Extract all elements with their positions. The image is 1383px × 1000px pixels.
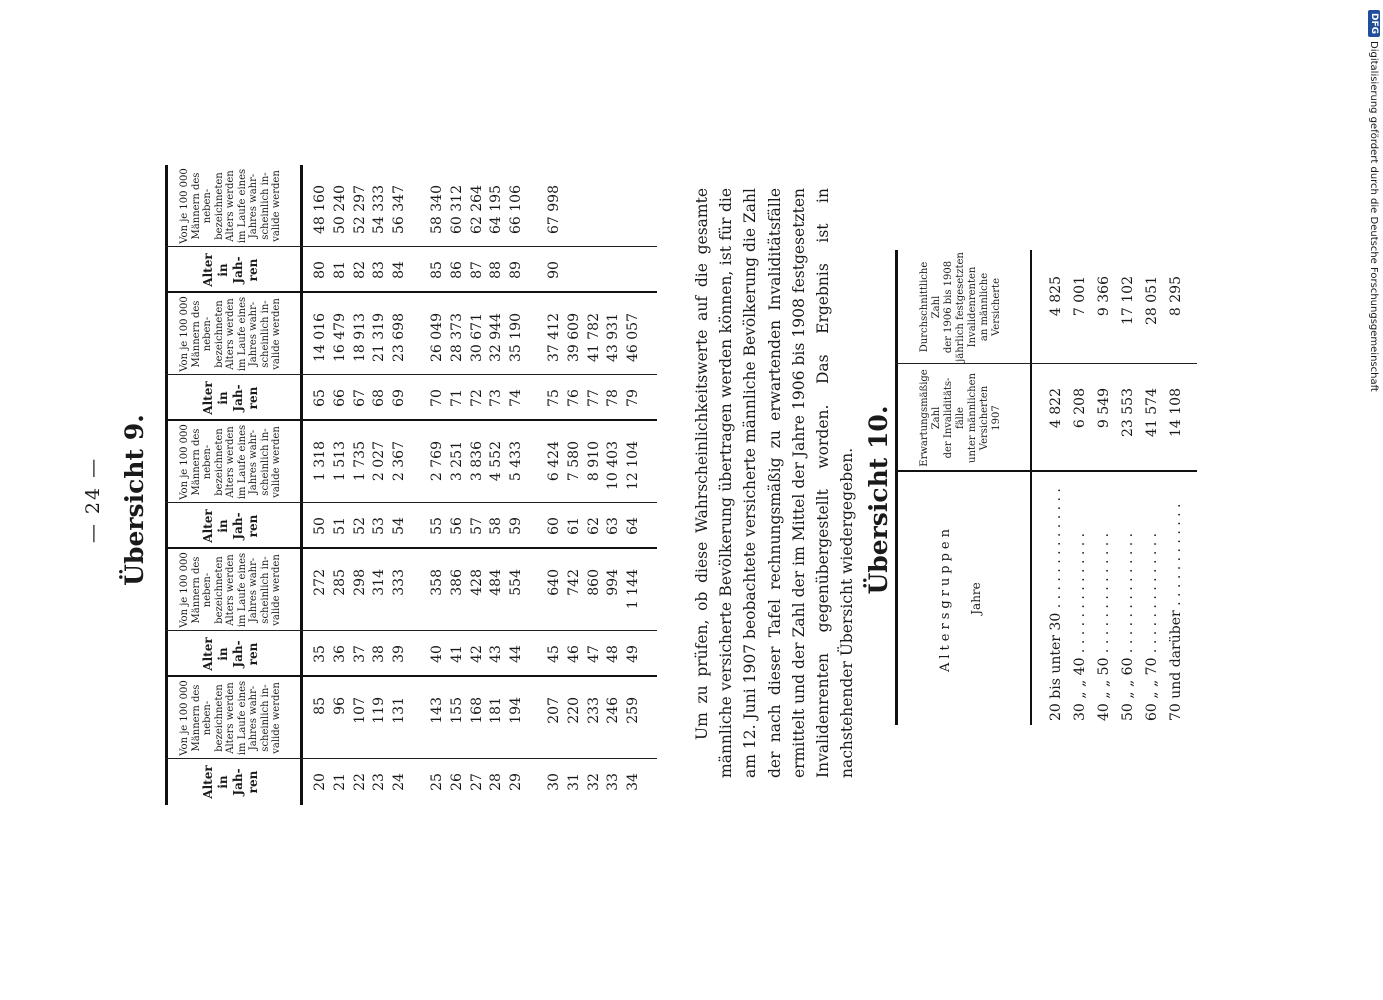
table9-value-cell: 5 433 xyxy=(508,441,525,482)
table9-value-cell: 26 049 xyxy=(429,313,445,362)
table9-age-cell: 81 xyxy=(331,261,348,279)
table10-expected-cell: 4 822 xyxy=(1048,388,1064,429)
table9-value-cell: 14 016 xyxy=(312,313,328,362)
table10-header-average-line: jährlich festgesetzten xyxy=(955,252,966,362)
table10-average-cell: 7 001 xyxy=(1072,276,1088,317)
table9-age-cell: 63 xyxy=(605,517,622,535)
table9-value-cell: 554 xyxy=(508,569,525,596)
table9-age-cell: 53 xyxy=(371,517,388,535)
table9-header-age xyxy=(165,631,297,677)
table9-age-cell: 84 xyxy=(391,261,408,279)
table9-header-value-line: im Laufe eines xyxy=(236,680,248,756)
table10-header-expected-line: der Invaliditäts- xyxy=(943,377,954,459)
table9-header-value-line: Männern des xyxy=(190,556,202,624)
table9-group-divider xyxy=(165,547,657,549)
table9-header-age-line: in xyxy=(216,391,230,405)
table10-header-expected-line: Zahl xyxy=(931,406,942,430)
table9-header-age-line: ren xyxy=(246,514,260,538)
table9-header-value-line: Von je 100 000 xyxy=(179,680,191,756)
table9-age-cell: 25 xyxy=(429,773,445,791)
table9-age-cell: 87 xyxy=(468,261,485,279)
table9-value-cell: 30 671 xyxy=(468,313,485,362)
table9-header-value-line: neben- xyxy=(202,572,214,608)
table9-age-cell: 68 xyxy=(371,389,388,407)
table10-header-group-sub: Jahre xyxy=(969,582,983,615)
table9-header-value-line: Alters werden xyxy=(225,426,237,498)
table10-header-group-label: Altersgruppen xyxy=(938,525,953,672)
table9-header-age-line: in xyxy=(216,775,230,789)
table9-value-cell: 6 424 xyxy=(546,441,562,482)
table9-age-cell: 59 xyxy=(508,517,525,535)
table9-age-cell: 50 xyxy=(312,517,328,535)
table9-header-value-line: Männern des xyxy=(190,172,202,240)
table9-header-value-line: neben- xyxy=(202,188,214,224)
table9-age-cell: 75 xyxy=(546,389,562,407)
table10-expected-cell: 9 549 xyxy=(1096,388,1112,429)
digitization-credit xyxy=(1363,10,1383,390)
table9-age-cell: 74 xyxy=(508,389,525,407)
table9-value-cell: 60 312 xyxy=(448,185,465,234)
table9-value-cell xyxy=(585,185,603,247)
table9-value-cell: 48 160 xyxy=(312,185,328,234)
table9-age-cell: 34 xyxy=(625,773,642,791)
table9-age-cell: 27 xyxy=(468,773,485,791)
table9-age-cell: 47 xyxy=(585,645,602,663)
table9-value-cell: 233 xyxy=(585,697,602,724)
table9-header-age-line: ren xyxy=(246,770,260,794)
table9-value-cell: 39 609 xyxy=(565,313,582,362)
table9-age-cell: 67 xyxy=(351,389,368,407)
table9-header-age xyxy=(165,503,297,549)
table9-header-age-line: ren xyxy=(246,386,260,410)
table9-header-age-line: in xyxy=(216,519,230,533)
table10-group-cell: 50 „ „ 60 . . . . . . . . . . . . . . xyxy=(1120,532,1136,721)
table9-age-cell: 61 xyxy=(565,517,582,535)
table9-header-age-line: Alter xyxy=(201,509,215,543)
table9-value-cell: 32 944 xyxy=(488,313,505,362)
table9-value-cell: 358 xyxy=(429,569,445,596)
table9-value-cell: 207 xyxy=(546,697,562,724)
table9-value-cell: 50 240 xyxy=(331,185,348,234)
table9-header-age-line: Jah- xyxy=(231,768,245,796)
table9-value-cell: 23 698 xyxy=(391,313,408,362)
table9-age-cell: 79 xyxy=(625,389,642,407)
table9-header-value xyxy=(165,293,297,375)
table9-value-cell: 12 104 xyxy=(625,441,642,490)
table9-value-cell: 28 373 xyxy=(448,313,465,362)
table9-column-divider xyxy=(165,374,657,375)
table10-header-average-line: Invalidenrenten xyxy=(967,266,978,348)
table9-value-cell: 2 027 xyxy=(371,441,388,482)
table9-header-value-line: Von je 100 000 xyxy=(179,296,191,372)
table10-header-expected-line: unter männlichen xyxy=(967,373,978,463)
table9-age-cell: 44 xyxy=(508,645,525,663)
table9-value-cell: 994 xyxy=(605,569,622,596)
table9-header-value-line: neben- xyxy=(202,700,214,736)
table9-header-value-line: bezeichneten xyxy=(213,684,225,752)
table10-group-cell: 30 „ „ 40 . . . . . . . . . . . . . . xyxy=(1072,532,1088,721)
table9-value-cell: 35 190 xyxy=(508,313,525,362)
table9-header-value-line: valide werden xyxy=(271,682,283,754)
table9-age-cell: 72 xyxy=(468,389,485,407)
table9-value-cell: 314 xyxy=(371,569,388,596)
table9-value-cell: 96 xyxy=(331,697,348,715)
table9-age-cell: 28 xyxy=(488,773,505,791)
table9-value-cell: 181 xyxy=(488,697,505,724)
table9-header-value xyxy=(165,549,297,631)
table10-average-cell: 17 102 xyxy=(1120,276,1136,325)
table9-value-cell: 131 xyxy=(391,697,408,724)
table9-age-cell: 73 xyxy=(488,389,505,407)
table9-value-cell: 2 367 xyxy=(391,441,408,482)
table9-age-cell: 45 xyxy=(546,645,562,663)
table10-header-group xyxy=(895,472,1027,725)
table9-header-age xyxy=(165,375,297,421)
table9-value-cell: 64 195 xyxy=(488,185,505,234)
table9-value-cell: 56 347 xyxy=(391,185,408,234)
table9-age-cell: 77 xyxy=(585,389,602,407)
table9-age-cell: 64 xyxy=(625,517,642,535)
table9-age-cell: 60 xyxy=(546,517,562,535)
table10-header-average-line: Zahl xyxy=(931,295,942,319)
table9-column-divider xyxy=(165,502,657,503)
table9-age-cell xyxy=(585,247,603,293)
table9-age-cell: 26 xyxy=(448,773,465,791)
table9-header-age-line: ren xyxy=(246,642,260,666)
table9-age-cell: 33 xyxy=(605,773,622,791)
table9-value-cell: 285 xyxy=(331,569,348,596)
table9-header-value-line: Von je 100 000 xyxy=(179,168,191,244)
table9-value-cell: 119 xyxy=(371,697,388,724)
table9-age-cell: 58 xyxy=(488,517,505,535)
table9-header-age-line: Jah- xyxy=(231,640,245,668)
table9-value-cell: 386 xyxy=(448,569,465,596)
table9-header-value-line: bezeichneten xyxy=(213,172,225,240)
table9-age-cell: 57 xyxy=(468,517,485,535)
table9-value-cell: 194 xyxy=(508,697,525,724)
table9-header-age xyxy=(165,247,297,293)
table9-column-divider xyxy=(165,630,657,631)
table9-age-cell: 82 xyxy=(351,261,368,279)
table10-group-cell: 20 bis unter 30 . . . . . . . . . . . . . . xyxy=(1048,488,1064,721)
table9-value-cell xyxy=(624,185,642,247)
table9-value-cell: 3 251 xyxy=(448,441,465,482)
table9-header-value-line: Alters werden xyxy=(225,170,237,242)
table9-age-cell: 32 xyxy=(585,773,602,791)
table9-age-cell: 20 xyxy=(312,773,328,791)
table9-header-value-line: neben- xyxy=(202,316,214,352)
table9-value-cell: 1 318 xyxy=(312,441,328,482)
table9-age-cell: 52 xyxy=(351,517,368,535)
table9-header-value-line: Alters werden xyxy=(225,298,237,370)
table9-value-cell xyxy=(565,185,583,247)
table9-age-cell: 86 xyxy=(448,261,465,279)
table9-header-value-line: Alters werden xyxy=(225,682,237,754)
table10-expected-cell: 14 108 xyxy=(1168,388,1184,437)
table9-group-divider xyxy=(165,291,657,293)
table10-expected-cell: 41 574 xyxy=(1144,388,1160,437)
table9-header-value-line: Alters werden xyxy=(225,554,237,626)
table10-header-average xyxy=(895,250,1027,364)
table9-group-divider xyxy=(165,419,657,421)
table9-value-cell: 298 xyxy=(351,569,368,596)
table9-age-cell: 88 xyxy=(488,261,505,279)
table9-value-cell: 58 340 xyxy=(429,185,445,234)
table9-age-cell: 41 xyxy=(448,645,465,663)
table9-header-value-line: Von je 100 000 xyxy=(179,552,191,628)
table9-header-value-line: Männern des xyxy=(190,300,202,368)
table9-age-cell xyxy=(565,247,583,293)
table10-average-cell: 4 825 xyxy=(1048,276,1064,317)
table9-age-cell: 39 xyxy=(391,645,408,663)
table9-age-cell: 37 xyxy=(351,645,368,663)
table9-header-value-line: Jahres wahr- xyxy=(248,173,260,239)
table9-age-cell: 71 xyxy=(448,389,465,407)
table9-value-cell: 37 412 xyxy=(546,313,562,362)
table9-header-age-line: Alter xyxy=(201,381,215,415)
table9-value-cell: 3 836 xyxy=(468,441,485,482)
table9-value-cell: 860 xyxy=(585,569,602,596)
table9-value-cell: 4 552 xyxy=(488,441,505,482)
table9-value-cell: 10 403 xyxy=(605,441,622,490)
table10-header-expected-line: fälle xyxy=(955,407,966,429)
table9-header-age-line: Alter xyxy=(201,765,215,799)
table9-header-value-line: scheinlich in- xyxy=(259,428,271,496)
page-number: — 24 — xyxy=(82,456,104,544)
table9-age-cell: 30 xyxy=(546,773,562,791)
table9-header-value-line: bezeichneten xyxy=(213,428,225,496)
table9-column-divider xyxy=(165,246,657,247)
table9-header-age-line: Alter xyxy=(201,637,215,671)
table10-title: Übersicht 10. xyxy=(864,405,893,595)
table9-header-value-line: Jahres wahr- xyxy=(248,301,260,367)
table10-expected-cell: 23 553 xyxy=(1120,388,1136,437)
table9-header-age-line: ren xyxy=(246,258,260,282)
table9-group-divider xyxy=(165,675,657,677)
table9-value-cell: 107 xyxy=(351,697,368,724)
table9-value-cell: 143 xyxy=(429,697,445,724)
table9-age-cell: 40 xyxy=(429,645,445,663)
table9-header-age-line: in xyxy=(216,263,230,277)
table9-header-value-line: valide werden xyxy=(271,298,283,370)
table9-age-cell: 48 xyxy=(605,645,622,663)
table9-value-cell: 1 513 xyxy=(331,441,348,482)
table10-header-average-line: Durchschnittliche xyxy=(919,261,930,353)
body-paragraph: Um zu prüfen, ob diese Wahrscheinlichkeitswerte auf die gesamte männliche versicherte Bevölkerung übertragen werden können, ist für die am 12. Juni 1907 beobachtete versicherte männliche Bevölkerung die Zahl der nach dieser Tafel rechnungsmäßig zu erwartenden Invaliditätsfälle ermittelt und der Zahl der im Mittel der Jahre 1906 bis 1908 festgesetzten Invalidenrenten gegenübergestellt worden. Das Ergebnis ist in nachstehender Übersicht wiedergegeben. xyxy=(693,188,857,778)
table10-header-expected-line: Versicherten xyxy=(979,385,990,451)
table9-value-cell: 18 913 xyxy=(351,313,368,362)
table9-value-cell: 54 333 xyxy=(371,185,388,234)
table9-header-value-line: scheinlich in- xyxy=(259,684,271,752)
table9-age-cell: 89 xyxy=(508,261,525,279)
table10-header-expected-line: Erwartungsmäßige xyxy=(919,369,930,467)
table9 xyxy=(165,165,657,805)
table9-header-value-line: Jahres wahr- xyxy=(248,429,260,495)
table10-header-average-line: an männliche xyxy=(979,272,990,342)
table9-age-cell: 65 xyxy=(312,389,328,407)
table9-age-cell: 66 xyxy=(331,389,348,407)
table9-header-age-line: Jah- xyxy=(231,512,245,540)
table9-header-value-line: scheinlich in- xyxy=(259,300,271,368)
table9-header-value xyxy=(165,677,297,759)
table9-header-value-line: scheinlich in- xyxy=(259,556,271,624)
table10-group-cell: 60 „ „ 70 . . . . . . . . . . . . . . xyxy=(1144,532,1160,721)
table9-title: Übersicht 9. xyxy=(120,414,149,586)
table9-header-value-line: Männern des xyxy=(190,684,202,752)
table9-value-cell: 46 057 xyxy=(625,313,642,362)
table9-value-cell: 62 264 xyxy=(468,185,485,234)
table9-age-cell: 38 xyxy=(371,645,388,663)
table9-age-cell: 62 xyxy=(585,517,602,535)
table9-age-cell: 70 xyxy=(429,389,445,407)
table9-header-value-line: Von je 100 000 xyxy=(179,424,191,500)
table9-age-cell: 54 xyxy=(391,517,408,535)
table10-group-cell: 40 „ „ 50 . . . . . . . . . . . . . . xyxy=(1096,532,1112,721)
table9-age-cell: 31 xyxy=(565,773,582,791)
table10-expected-cell: 6 208 xyxy=(1072,388,1088,429)
table9-age-cell xyxy=(624,247,642,293)
table9-header-value-line: scheinlich in- xyxy=(259,172,271,240)
table9-value-cell: 155 xyxy=(448,697,465,724)
table9-header-value-line: im Laufe eines xyxy=(236,296,248,372)
table9-header-age-line: Alter xyxy=(201,253,215,287)
table9-value-cell: 246 xyxy=(605,697,622,724)
table9-value-cell: 41 782 xyxy=(585,313,602,362)
table9-value-cell: 52 297 xyxy=(351,185,368,234)
table9-age-cell: 51 xyxy=(331,517,348,535)
credit-text: Digitalisierung gefördert durch die Deutsche Forschungsgemeinschaft xyxy=(1368,41,1380,392)
table9-value-cell: 66 106 xyxy=(508,185,525,234)
table9-age-cell: 78 xyxy=(605,389,622,407)
table9-column-divider xyxy=(165,758,657,759)
table9-age-cell: 35 xyxy=(312,645,328,663)
table9-header-value-line: valide werden xyxy=(271,426,283,498)
table9-age-cell: 43 xyxy=(488,645,505,663)
table10-average-cell: 9 366 xyxy=(1096,276,1112,317)
table10-group-cell: 70 und darüber . . . . . . . . . . . . xyxy=(1168,503,1184,721)
table9-age-cell: 85 xyxy=(429,261,445,279)
table9-value-cell: 333 xyxy=(391,569,408,596)
table9-value-cell: 168 xyxy=(468,697,485,724)
table9-age-cell: 55 xyxy=(429,517,445,535)
table9-header-value-line: neben- xyxy=(202,444,214,480)
table9-age-cell: 21 xyxy=(331,773,348,791)
table9-header-age xyxy=(165,759,297,805)
table9-header-value-line: valide werden xyxy=(271,170,283,242)
table9-header-value-line: Jahres wahr- xyxy=(248,685,260,751)
table9-header-value xyxy=(165,165,297,247)
table9-value-cell: 7 580 xyxy=(565,441,582,482)
table9-value-cell: 67 998 xyxy=(546,185,562,234)
table9-header-value xyxy=(165,421,297,503)
table9-age-cell: 49 xyxy=(625,645,642,663)
table9-value-cell: 43 931 xyxy=(605,313,622,362)
table9-age-cell: 29 xyxy=(508,773,525,791)
table10 xyxy=(895,250,1197,725)
table10-average-cell: 8 295 xyxy=(1168,276,1184,317)
table9-header-value-line: Männern des xyxy=(190,428,202,496)
table9-header-value-line: im Laufe eines xyxy=(236,424,248,500)
table9-value-cell: 21 319 xyxy=(371,313,388,362)
table9-header-value-line: im Laufe eines xyxy=(236,552,248,628)
table9-value-cell: 2 769 xyxy=(429,441,445,482)
table9-value-cell: 8 910 xyxy=(585,441,602,482)
table9-age-cell: 23 xyxy=(371,773,388,791)
table9-value-cell: 742 xyxy=(565,569,582,596)
table9-value-cell: 16 479 xyxy=(331,313,348,362)
table9-header-value-line: im Laufe eines xyxy=(236,168,248,244)
table9-value-cell xyxy=(604,185,622,247)
table9-value-cell: 640 xyxy=(546,569,562,596)
table10-average-cell: 28 051 xyxy=(1144,276,1160,325)
table9-value-cell: 428 xyxy=(468,569,485,596)
table9-header-value-line: valide werden xyxy=(271,554,283,626)
table9-age-cell: 36 xyxy=(331,645,348,663)
table9-age-cell: 76 xyxy=(565,389,582,407)
table10-header-expected-line: 1907 xyxy=(991,405,1002,431)
table9-age-cell: 90 xyxy=(546,261,562,279)
dfg-logo: DFG xyxy=(1368,10,1380,37)
table9-value-cell: 1 144 xyxy=(625,569,642,610)
table9-header-value-line: bezeichneten xyxy=(213,300,225,368)
table9-age-cell: 69 xyxy=(391,389,408,407)
table10-header-average-line: Versicherte xyxy=(991,278,1002,337)
table9-age-cell: 83 xyxy=(371,261,388,279)
table9-value-cell: 85 xyxy=(312,697,328,715)
table9-header-value-line: Jahres wahr- xyxy=(248,557,260,623)
table9-value-cell: 220 xyxy=(565,697,582,724)
table9-age-cell xyxy=(604,247,622,293)
table9-age-cell: 22 xyxy=(351,773,368,791)
table9-value-cell: 259 xyxy=(625,697,642,724)
table9-header-value-line: bezeichneten xyxy=(213,556,225,624)
table9-age-cell: 42 xyxy=(468,645,485,663)
table9-header-age-line: Jah- xyxy=(231,384,245,412)
table9-header-age-line: Jah- xyxy=(231,256,245,284)
table10-header-average-line: der 1906 bis 1908 xyxy=(943,260,954,354)
table9-age-cell: 56 xyxy=(448,517,465,535)
table9-value-cell: 484 xyxy=(488,569,505,596)
table10-header-expected xyxy=(895,364,1027,472)
table9-age-cell: 46 xyxy=(565,645,582,663)
table9-age-cell: 80 xyxy=(312,261,328,279)
table9-header-age-line: in xyxy=(216,647,230,661)
table9-value-cell: 1 735 xyxy=(351,441,368,482)
table9-age-cell: 24 xyxy=(391,773,408,791)
table9-value-cell: 272 xyxy=(312,569,328,596)
